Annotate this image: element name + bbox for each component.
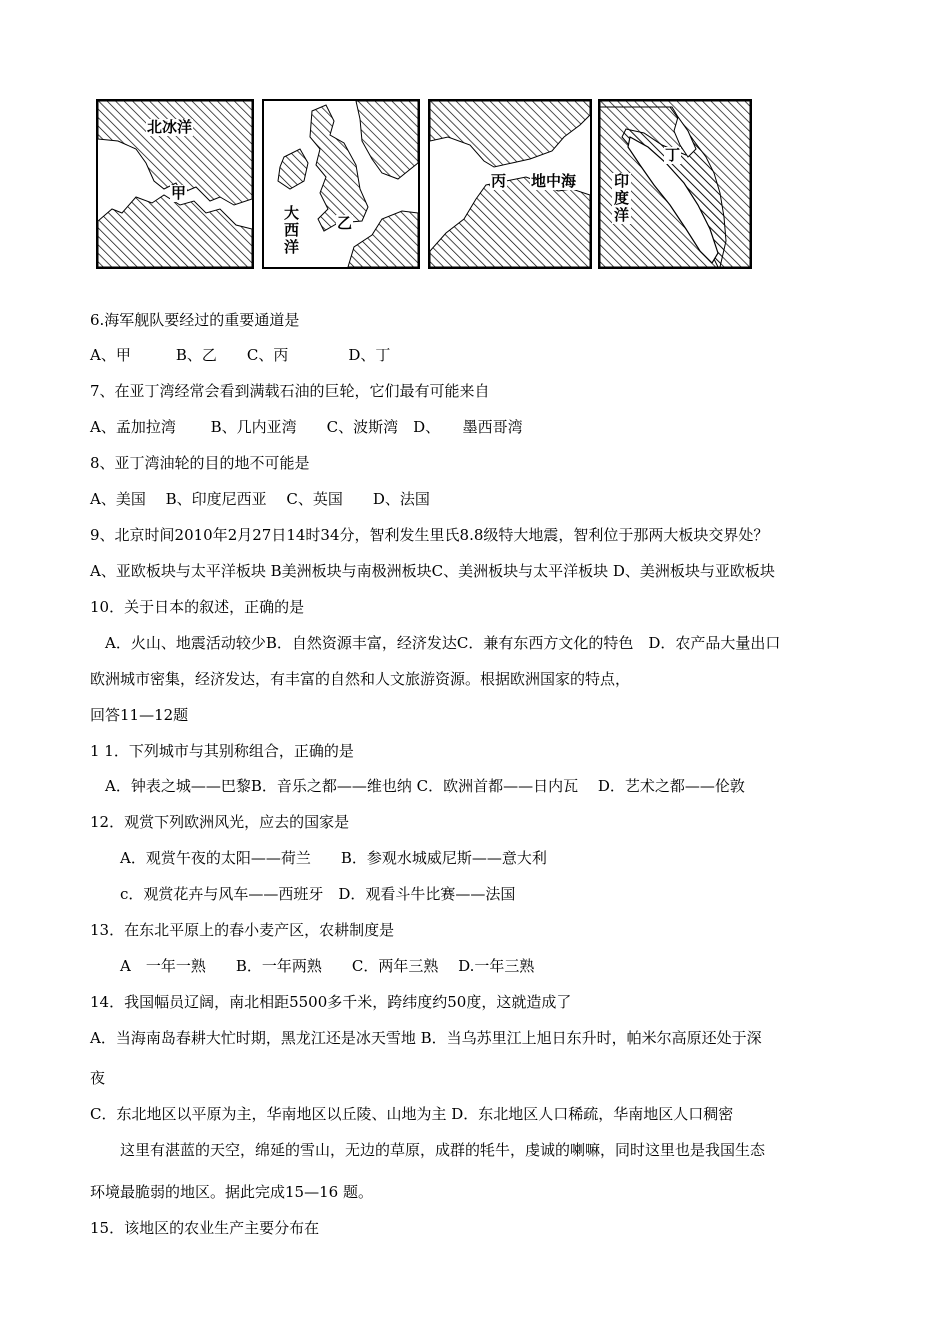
map-label-mediterranean: 地中海 (531, 172, 577, 190)
question-7-stem: 7、在亚丁湾经常会看到满载石油的巨轮，它们最有可能来自 (90, 382, 490, 400)
passage-tibet: 这里有湛蓝的天空，绵延的雪山，无边的草原，成群的牦牛，虔诚的喇嘛，同时这里也是我国生态 (90, 1141, 766, 1159)
passage-europe: 欧洲城市密集，经济发达，有丰富的自然和人文旅游资源。根据欧洲国家的特点， (90, 670, 631, 688)
question-12-stem: 12．观赏下列欧洲风光，应去的国家是 (90, 813, 350, 831)
question-13-options: A 一年一熟 B．一年两熟 C．两年三熟 D.一年三熟 (90, 957, 535, 975)
map-label-jia: 甲 (171, 184, 187, 202)
question-15-stem: 15．该地区的农业生产主要分布在 (90, 1219, 320, 1237)
question-12-options-ab: A．观赏午夜的太阳——荷兰 B．参观水城威尼斯——意大利 (90, 849, 547, 867)
map-label-arctic-ocean: 北冰洋 (147, 118, 193, 136)
question-12-options-cd: c．观赏花卉与风车——西班牙 D．观看斗牛比赛——法国 (90, 885, 516, 903)
map-label-indian-ocean: 印度洋 (613, 172, 629, 224)
question-8-stem: 8、亚丁湾油轮的目的地不可能是 (90, 454, 310, 472)
question-6-options: A、甲 B、乙 C、丙 D、丁 (90, 346, 391, 364)
question-9-options: A、亚欧板块与太平洋板块 B美洲板块与南极洲板块C、美洲板块与太平洋板块 D、美洲板块与亚欧板块 (90, 562, 775, 580)
question-14-stem: 14．我国幅员辽阔，南北相距5500多千米，跨纬度约50度，这就造成了 (90, 993, 572, 1011)
passage-tibet-cont: 环境最脆弱的地区。据此完成15—16 题。 (90, 1183, 373, 1201)
question-11-stem: 1 1．下列城市与其别称组合，正确的是 (90, 742, 354, 760)
question-13-stem: 13．在东北平原上的春小麦产区，农耕制度是 (90, 921, 395, 939)
question-11-options: A．钟表之城——巴黎B．音乐之都——维也纳 C．欧洲首都——日内瓦 D．艺术之都——伦敦 (90, 777, 745, 795)
question-8-options: A、美国 B、印度尼西亚 C、英国 D、法国 (90, 490, 430, 508)
question-10-stem: 10．关于日本的叙述，正确的是 (90, 598, 305, 616)
map-label-bing: 丙 (491, 172, 507, 190)
passage-europe-instruction: 回答11—12题 (90, 706, 189, 724)
question-6-stem: 6.海军舰队要经过的重要通道是 (90, 311, 300, 329)
map-label-yi: 乙 (337, 214, 353, 232)
question-14-options-ab-cont: 夜 (90, 1069, 106, 1087)
map-label-ding: 丁 (665, 146, 681, 164)
question-9-stem: 9、北京时间2010年2月27日14时34分，智利发生里氏8.8级特大地震，智利位于那两大板块交界处？ (90, 526, 769, 544)
question-14-options-cd: C．东北地区以平原为主，华南地区以丘陵、山地为主 D．东北地区人口稀疏，华南地区人口稠密 (90, 1105, 734, 1123)
question-10-options: A．火山、地震活动较少B．自然资源丰富，经济发达C．兼有东西方文化的特色 D．农产品大量出口 (90, 634, 781, 652)
question-14-options-ab: A．当海南岛春耕大忙时期，黑龙江还是冰天雪地 B．当乌苏里江上旭日东升时，帕米尔高原还处于深 (90, 1029, 762, 1047)
map-label-atlantic-ocean: 大西洋 (283, 204, 299, 256)
question-7-options: A、孟加拉湾 B、几内亚湾 C、波斯湾 D、 墨西哥湾 (90, 418, 523, 436)
question-text (90, 0, 940, 1344)
